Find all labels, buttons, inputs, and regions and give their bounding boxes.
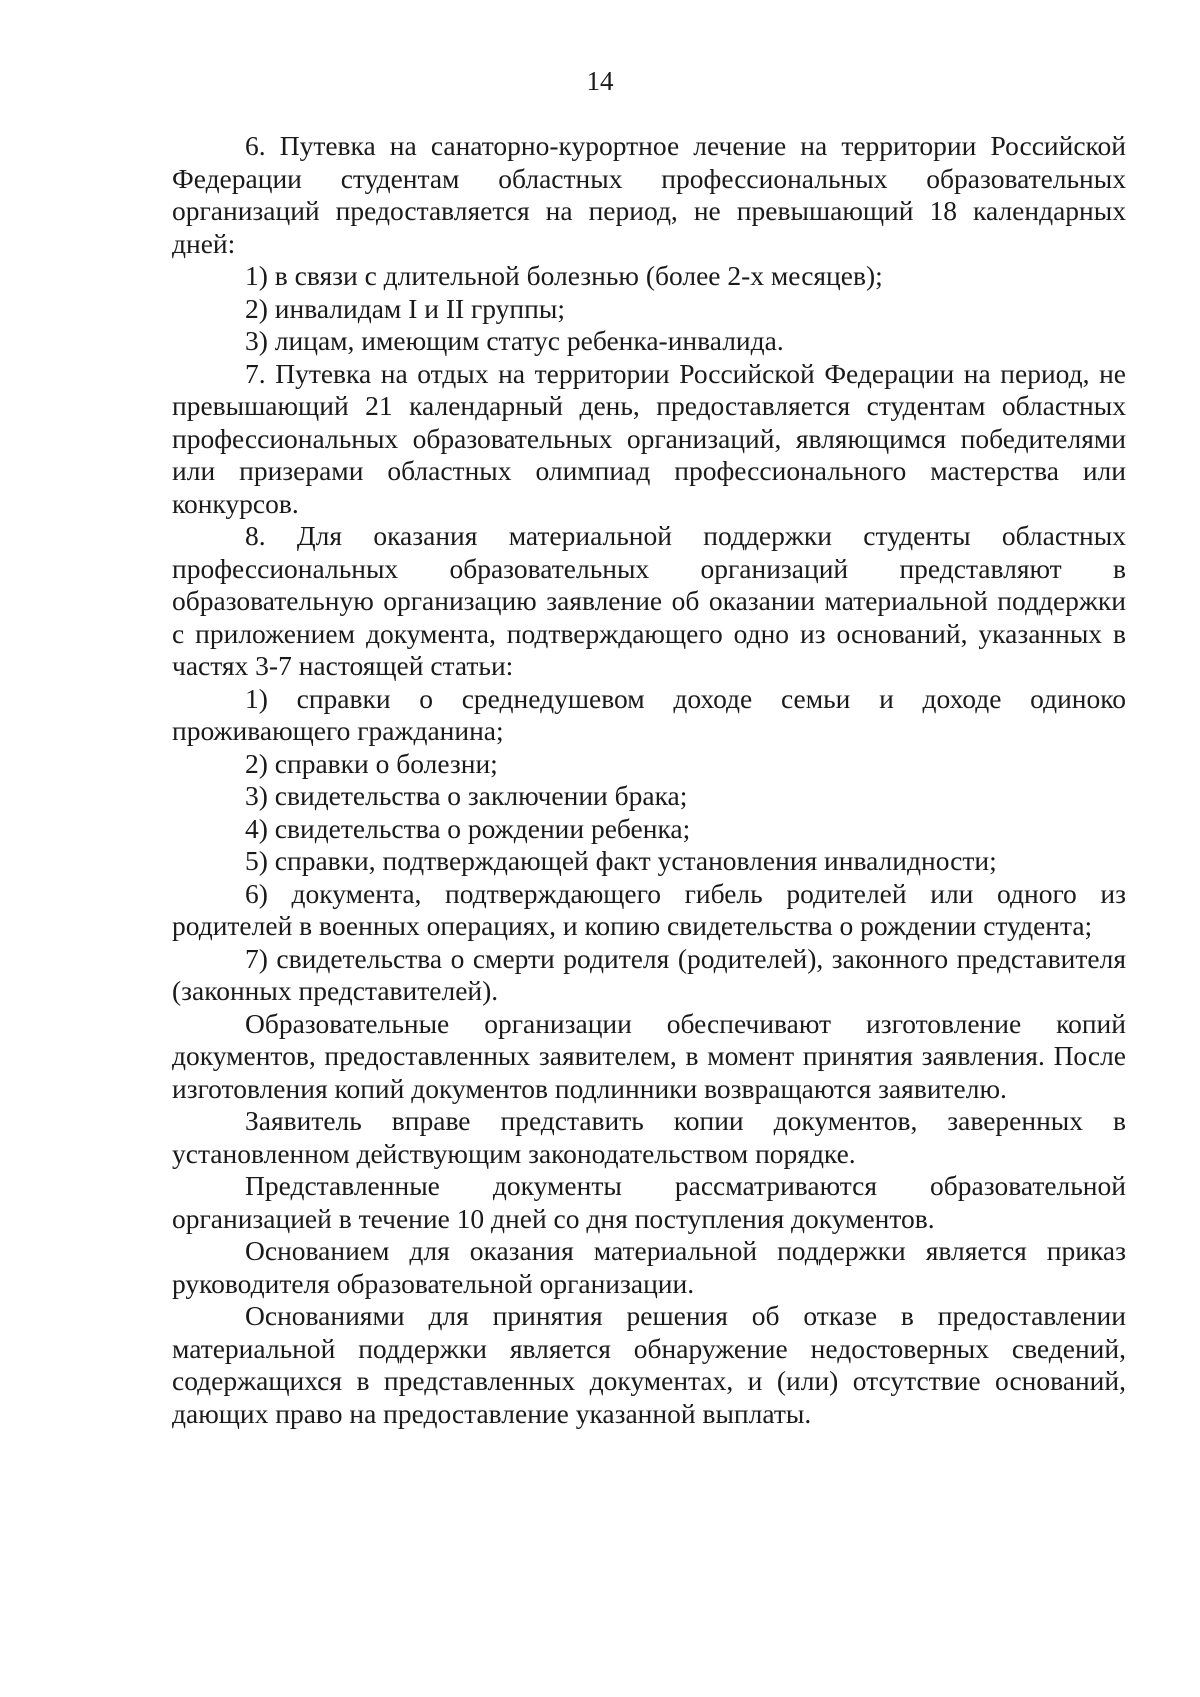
list-item-8-1: 1) справки о среднедушевом доходе семьи и доходе одиноко проживающего гражданина; [172,682,1126,746]
paragraph-review-period: Представленные документы рассматриваются образовательной организацией в течение 10 дней со дня поступления документов. [172,1170,1126,1234]
paragraph-basis-order: Основанием для оказания материальной поддержки является приказ руководителя образовательной организации. [172,1235,1126,1299]
paragraph-7: 7. Путевка на отдых на территории Российской Федерации на период, не превышающий 21 календарный день, предоставляется студентам областных профессиональных образовательных организаций, являющимся победителями или призерами областных олимпиад профессионального мастерства или конкурсов. [172,357,1126,519]
list-item-8-6: 6) документа, подтверждающего гибель родителей или одного из родителей в военных операциях, и копию свидетельства о рождении студента; [172,877,1126,941]
page-number: 14 [586,66,614,96]
paragraph-copies: Образовательные организации обеспечивают изготовление копий документов, предоставленных заявителем, в момент принятия заявления. После изготовления копий документов подлинники возвращаются заявителю. [172,1007,1126,1104]
document-body [172,130,1126,1430]
list-item-8-7: 7) свидетельства о смерти родителя (родителей), законного представителя (законных представителей). [172,942,1126,1006]
list-item-6-1: 1) в связи с длительной болезнью (более 2-х месяцев); [245,260,883,291]
list-item-8-3: 3) свидетельства о заключении брака; [245,780,688,811]
list-item-8-2: 2) справки о болезни; [245,747,498,779]
paragraph-certified-copies: Заявитель вправе представить копии документов, заверенных в установленном действующим законодательством порядке. [172,1105,1126,1169]
list-item-6-3: 3) лицам, имеющим статус ребенка-инвалида. [245,325,784,356]
list-item-6-2: 2) инвалидам I и II группы; [245,292,565,324]
paragraph-refusal-grounds: Основаниями для принятия решения об отказе в предоставлении материальной поддержки является обнаружение недостоверных сведений, содержащихся в представленных документах, и (или) отсутствие оснований, дающих право на предоставление указанной выплаты. [172,1300,1126,1429]
list-item-8-5: 5) справки, подтверждающей факт установления инвалидности; [245,845,997,876]
list-item-8-4: 4) свидетельства о рождении ребенка; [245,812,691,844]
paragraph-8: 8. Для оказания материальной поддержки студенты областных профессиональных образовательных организаций представляют в образовательную организацию заявление об оказании материальной поддержки с приложением документа, подтверждающего одно из оснований, указанных в частях 3-7 настоящей статьи: [172,520,1126,681]
paragraph-6: 6. Путевка на санаторно-курортное лечение на территории Российской Федерации студентам областных профессиональных образовательных организаций предоставляется на период, не превышающий 18 календарных дней: [172,130,1126,259]
